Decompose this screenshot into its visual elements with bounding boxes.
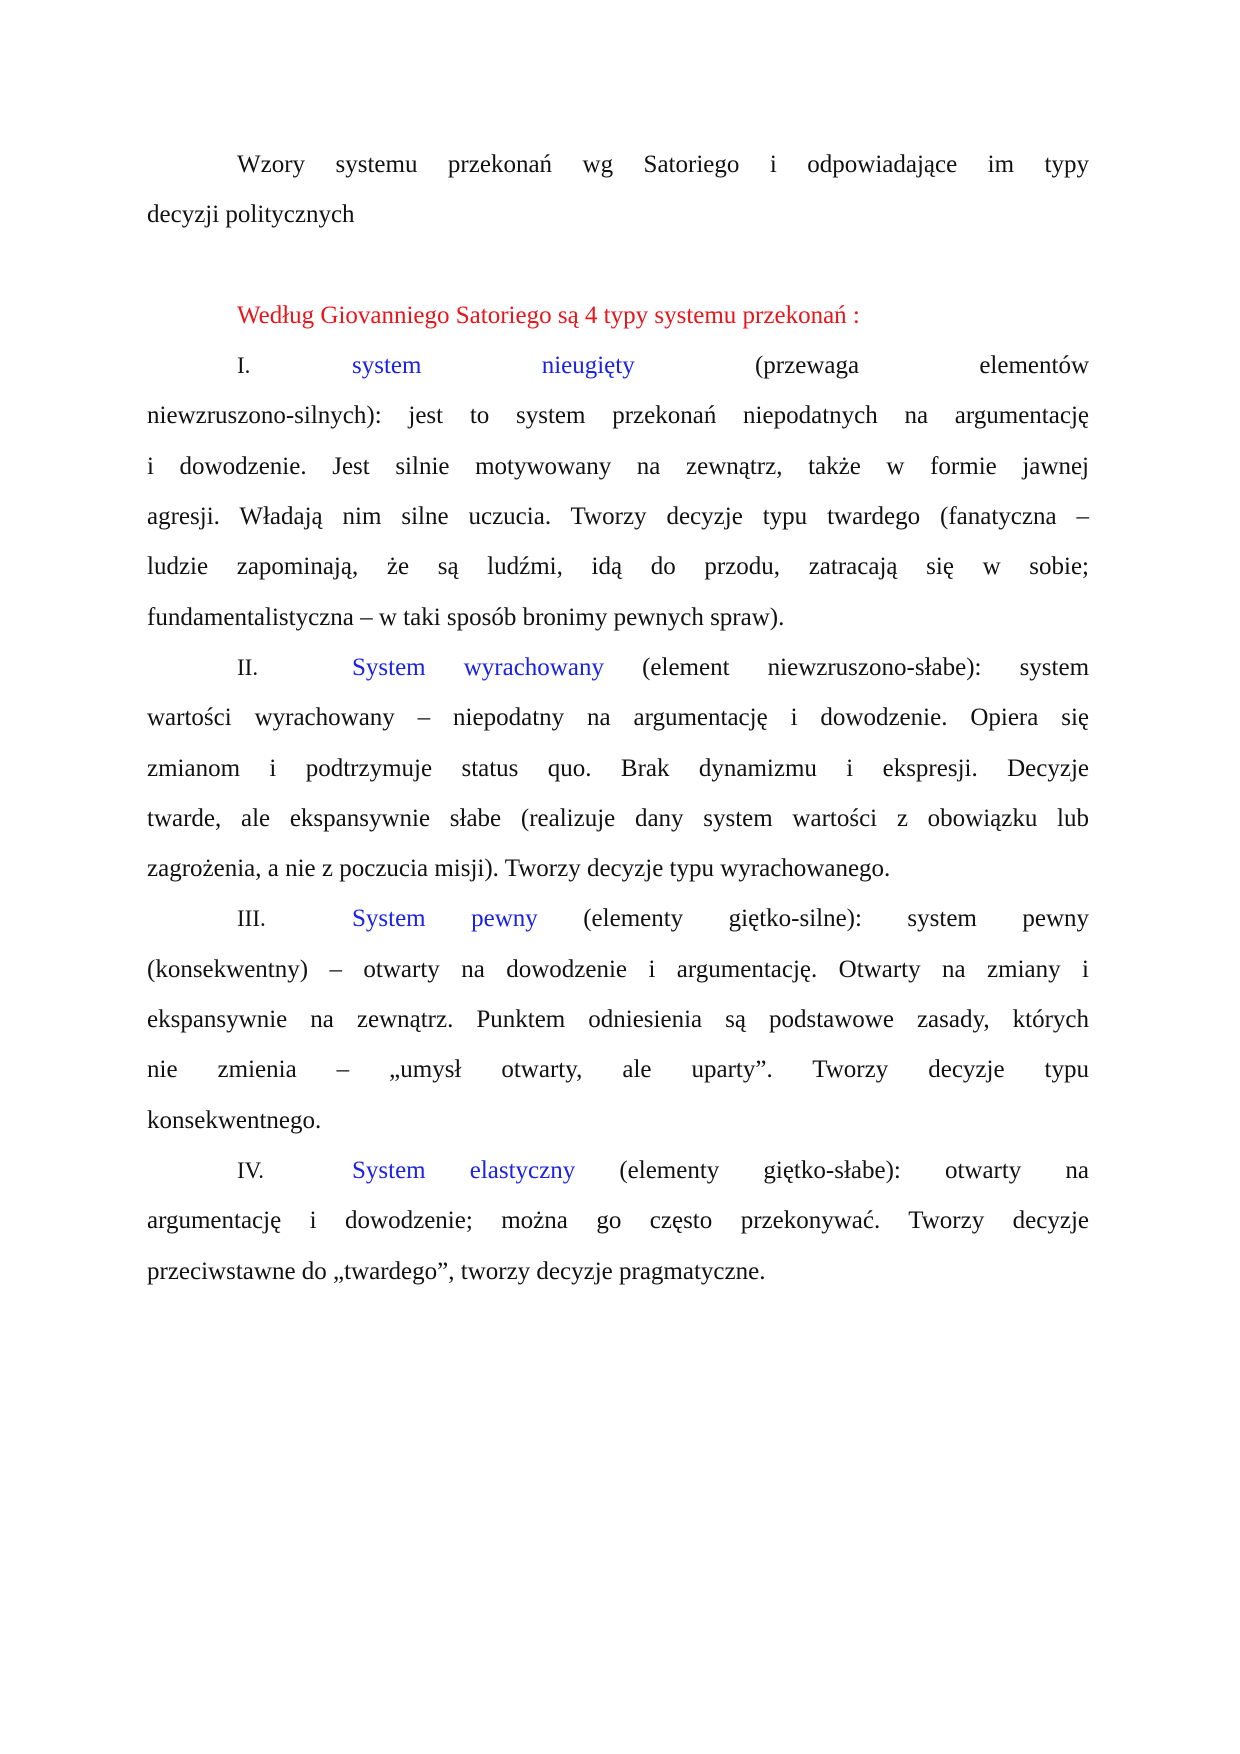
document-page: [147, 140, 1089, 1297]
item-first-line: [147, 1146, 1089, 1196]
item-text-line: przeciwstawne do „twardego”, tworzy decyzje pragmatyczne.: [147, 1257, 766, 1285]
belief-systems-list: [147, 341, 1089, 1297]
item-text-line: nie zmienia – „umysł otwarty, ale uparty”. Tworzy decyzje typu: [147, 1056, 1089, 1084]
list-item: [147, 341, 1089, 643]
title-line: decyzji politycznych: [147, 201, 355, 229]
item-numeral: IV.: [237, 1157, 265, 1183]
list-item: [147, 643, 1089, 894]
item-text-line: zagrożenia, a nie z poczucia misji). Tworzy decyzje typu wyrachowanego.: [147, 855, 891, 883]
item-text-line: wartości wyrachowany – niepodatny na argumentację i dowodzenie. Opiera się: [147, 704, 1089, 732]
list-item: [147, 1146, 1089, 1297]
item-numeral: I.: [237, 353, 251, 379]
item-first-line: [147, 643, 1089, 693]
item-text-line: fundamentalistyczna – w taki sposób bronimy pewnych spraw).: [147, 603, 785, 631]
item-term: System pewny: [352, 905, 538, 933]
list-item: [147, 894, 1089, 1145]
item-text-line: (konsekwentny) – otwarty na dowodzenie i argumentację. Otwarty na zmiany i: [147, 955, 1089, 983]
item-text-line: konsekwentnego.: [147, 1106, 322, 1134]
item-first-rest: (element niewzruszono-słabe): system: [642, 653, 1090, 681]
item-first-rest: (elementy giętko-silne): system pewny: [583, 905, 1089, 933]
blank-line: [147, 241, 1089, 291]
item-text-line: niewzruszono-silnych): jest to system przekonań niepodatnych na argumentację: [147, 402, 1089, 430]
item-first-rest: (przewaga elementów: [754, 352, 1089, 380]
item-text-line: argumentację i dowodzenie; można go często przekonywać. Tworzy decyzje: [147, 1207, 1089, 1235]
item-first-line: [147, 894, 1089, 944]
item-text-line: ludzie zapominają, że są ludźmi, idą do przodu, zatracają się w sobie;: [147, 553, 1089, 581]
item-first-line: [147, 341, 1089, 391]
item-term: System wyrachowany: [352, 653, 604, 681]
item-term: system nieugięty: [352, 352, 635, 380]
document-title: [147, 140, 1089, 241]
title-line: Wzory systemu przekonań wg Satoriego i odpowiadające im typy: [237, 151, 1089, 178]
item-term: System elastyczny: [352, 1156, 576, 1184]
item-first-rest: (elementy giętko-słabe): otwarty na: [619, 1156, 1090, 1184]
item-text-line: ekspansywnie na zewnątrz. Punktem odniesienia są podstawowe zasady, których: [147, 1006, 1089, 1034]
intro-heading: Według Giovanniego Satoriego są 4 typy systemu przekonań :: [237, 301, 860, 329]
item-numeral: III.: [237, 906, 266, 932]
item-text-line: twarde, ale ekspansywnie słabe (realizuje dany system wartości z obowiązku lub: [147, 804, 1089, 832]
item-text-line: agresji. Władają nim silne uczucia. Tworzy decyzje typu twardego (fanatyczna –: [147, 503, 1089, 531]
item-text-line: zmianom i podtrzymuje status quo. Brak dynamizmu i ekspresji. Decyzje: [147, 754, 1089, 782]
item-numeral: II.: [237, 654, 259, 680]
item-text-line: i dowodzenie. Jest silnie motywowany na zewnątrz, także w formie jawnej: [147, 452, 1089, 480]
